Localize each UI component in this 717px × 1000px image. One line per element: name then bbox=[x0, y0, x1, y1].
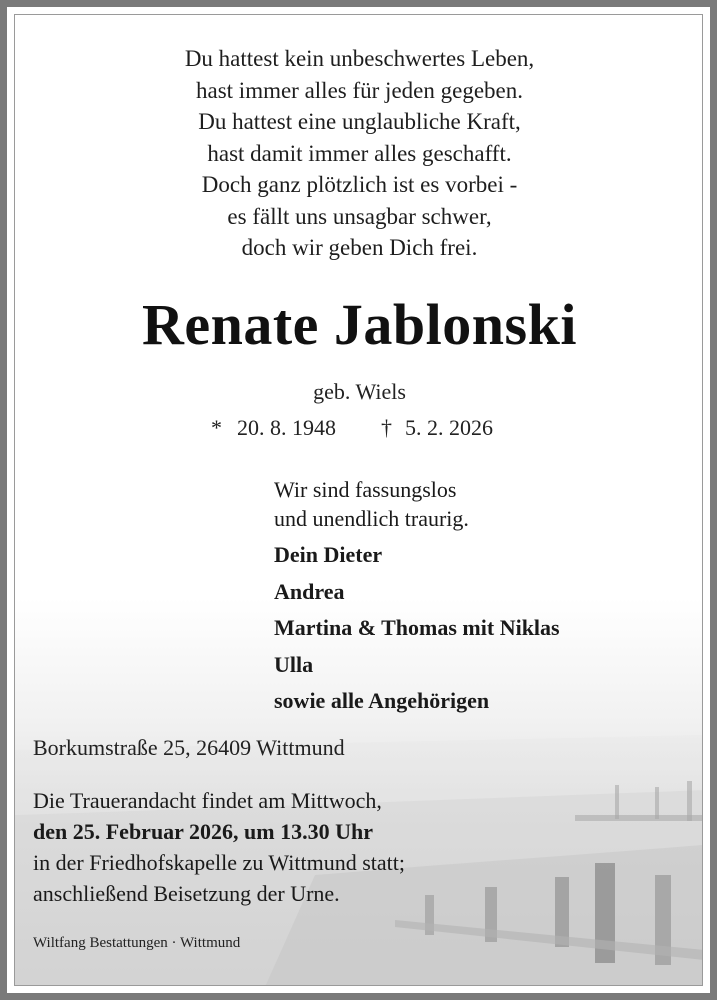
mourners-intro-line: und unendlich traurig. bbox=[274, 506, 469, 531]
poem-line: Du hattest kein unbeschwertes Leben, bbox=[184, 46, 535, 71]
poem-line: es fällt uns unsagbar schwer, bbox=[227, 203, 492, 229]
mourner-name: Andrea bbox=[274, 578, 345, 604]
death-symbol: † bbox=[381, 415, 392, 440]
poem-line: Doch ganz plötzlich ist es vorbei - bbox=[201, 172, 518, 197]
undertaker-credit: Wiltfang Bestattungen · Wittmund bbox=[33, 935, 241, 951]
service-line: Die Trauerandacht findet am Mittwoch, bbox=[33, 788, 382, 813]
mourner-name: Ulla bbox=[274, 651, 314, 677]
service-line: anschließend Beisetzung der Urne. bbox=[33, 881, 340, 906]
birth-date: 20. 8. 1948 bbox=[237, 415, 336, 440]
service-line: in der Friedhofskapelle zu Wittmund statt; bbox=[33, 850, 406, 875]
poem-line: hast damit immer alles geschafft. bbox=[207, 140, 512, 166]
mourner-name: Martina & Thomas mit Niklas bbox=[274, 615, 560, 640]
poem-line: hast immer alles für jeden gegeben. bbox=[196, 77, 523, 103]
mourners-block bbox=[274, 475, 560, 720]
memorial-poem bbox=[15, 43, 703, 264]
poem-line: Du hattest eine unglaubliche Kraft, bbox=[198, 109, 521, 134]
mourners-intro-line: Wir sind fassungslos bbox=[274, 477, 457, 502]
birth-symbol: * bbox=[211, 415, 222, 440]
deceased-name: Renate Jablonski bbox=[141, 292, 577, 357]
death-date: 5. 2. 2026 bbox=[405, 415, 493, 440]
address: Borkumstraße 25, 26409 Wittmund bbox=[33, 735, 345, 760]
maiden-name: geb. Wiels bbox=[313, 379, 406, 404]
mourner-name: Dein Dieter bbox=[274, 542, 383, 567]
poem-line: doch wir geben Dich frei. bbox=[241, 235, 478, 260]
service-info bbox=[33, 785, 405, 909]
mourner-name: sowie alle Angehörigen bbox=[274, 688, 490, 713]
obituary-card bbox=[14, 14, 703, 986]
service-date: den 25. Februar 2026, um 13.30 Uhr bbox=[33, 819, 373, 844]
